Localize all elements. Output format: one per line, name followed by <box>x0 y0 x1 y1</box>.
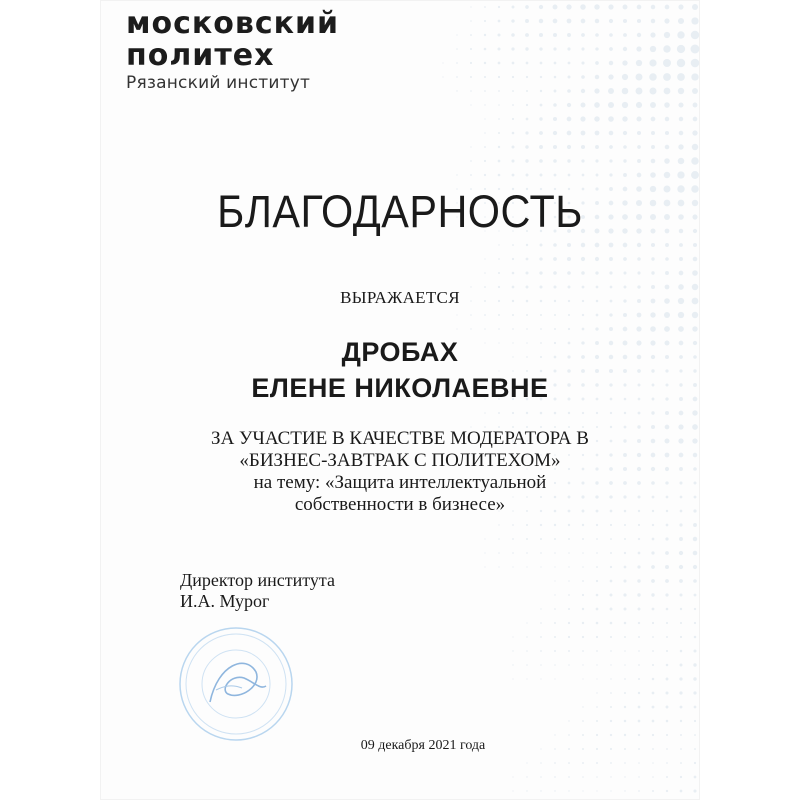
organization-logo <box>126 8 339 93</box>
reason-line: на тему: «Защита интеллектуальной <box>253 472 547 493</box>
official-seal-stamp <box>176 624 296 744</box>
reason-line: ЗА УЧАСТИЕ В КАЧЕСТВЕ МОДЕРАТОРА В <box>211 428 589 449</box>
issue-date: 09 декабря 2021 года <box>360 738 486 753</box>
organization-subtitle: Рязанский институт <box>126 73 311 93</box>
recipient-given-names: ЕЛЕНЕ НИКОЛАЕВНЕ <box>251 373 549 403</box>
signer-name: И.А. Мурог <box>180 591 270 611</box>
reason-line: «БИЗНЕС-ЗАВТРАК С ПОЛИТЕХОМ» <box>239 450 561 471</box>
logo-line-2: политех <box>126 38 275 73</box>
logo-line-1: московский <box>126 6 340 41</box>
signer-position: Директор института <box>180 570 335 590</box>
reason-text <box>100 428 700 516</box>
expressed-label: ВЫРАЖАЕТСЯ <box>340 288 460 307</box>
signer-block <box>180 570 335 612</box>
certificate-page <box>100 0 700 800</box>
recipient-name <box>100 334 700 406</box>
recipient-surname: ДРОБАХ <box>341 337 459 367</box>
reason-line: собственности в бизнесе» <box>294 494 506 515</box>
document-title: БЛАГОДАРНОСТЬ <box>217 186 583 237</box>
